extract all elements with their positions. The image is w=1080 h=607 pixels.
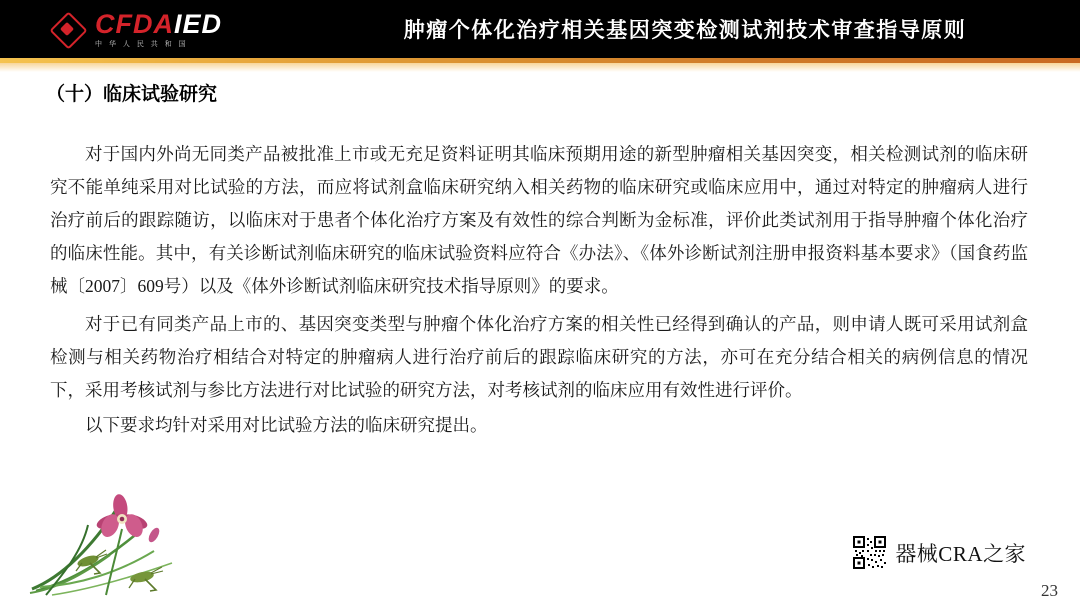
paragraph-1: 对于国内外尚无同类产品被批准上市或无充足资料证明其临床预期用途的新型肿瘤相关基因突变，相关检测试剂的临床研究不能单纯采用对比试验的方法，而应将试剂盒临床研究纳入相关药物的临床研究或临床应用中，通过对特定的肿瘤病人进行治疗前后的跟踪随访，以临床对于患者个体化治疗方案及有效性的综合判断为金标准，评价此类试剂用于指导肿瘤个体化治疗的临床性能。其中，有关诊断试剂临床研究的临床试验资料应符合《办法》、《体外诊断试剂注册申报资料基本要求》（国食药监械〔2007〕609号）以及《体外诊断试剂临床研究技术指导原则》的要求。: [50, 144, 1028, 296]
orchid-flower-illustration: [22, 477, 252, 597]
footer-brand: [853, 536, 1026, 569]
qr-code-icon: [853, 536, 886, 569]
paragraph-3: 以下要求均针对采用对比试验方法的临床研究提出。: [85, 415, 488, 435]
paragraph-2: 对于已有同类产品上市的、基因突变类型与肿瘤个体化治疗方案的相关性已经得到确认的产品，则申请人既可采用试剂盒检测与相关药物治疗相结合对特定的肿瘤病人进行治疗前后的跟踪临床研究的方法，亦可在充分结合相关的病例信息的情况下，采用考核试剂与参比方法进行对比试验的研究方法，对考核试剂的临床应用有效性进行评价。: [50, 314, 1028, 400]
slide-content: [0, 80, 1080, 444]
logo: [0, 0, 330, 58]
page-title: 肿瘤个体化治疗相关基因突变检测试剂技术审查指导原则: [403, 18, 967, 42]
logo-text-right: IED: [174, 8, 223, 39]
logo-wordmark: [95, 8, 223, 48]
diamond-logo-icon: [52, 15, 88, 43]
slide-header: [0, 0, 1080, 58]
section-heading: （十）临床试验研究: [46, 84, 218, 105]
logo-subtitle: 中 华 人 民 共 和 国: [95, 40, 189, 48]
logo-text-left: CFDA: [95, 8, 174, 39]
brand-name: 器械CRA之家: [895, 541, 1026, 566]
page-number: 23: [1041, 581, 1058, 600]
paragraph-list: [0, 138, 1080, 442]
header-glow: [0, 63, 1080, 72]
